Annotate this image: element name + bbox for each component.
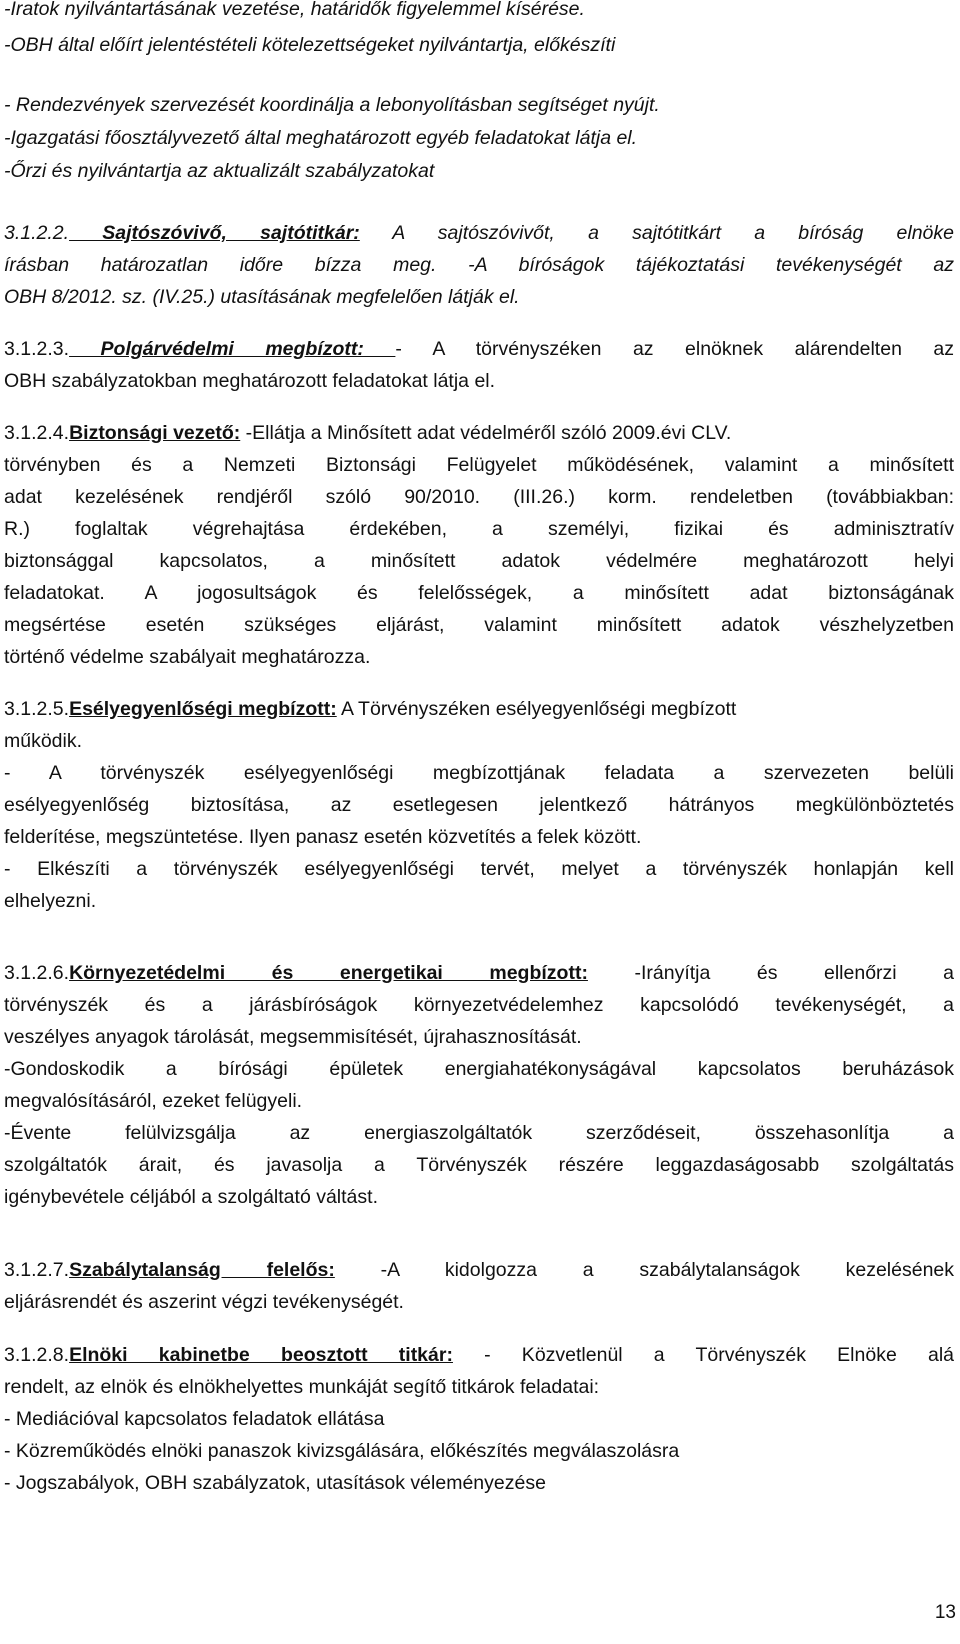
text-line: történő védelme szabályait meghatározza. (4, 646, 371, 668)
section-number: 3.1.2.8. (4, 1344, 70, 1366)
text-line: - Közreműködés elnöki panaszok kivizsgálására, előkészítés megválaszolásra (4, 1440, 680, 1462)
text-line: szolgáltatók árait, és javasolja a Törvényszék részére leggazdaságosabb szolgáltatás (4, 1154, 954, 1176)
text-line: rendelt, az elnök és elnökhelyettes munkáját segítő titkárok feladatai: (4, 1376, 600, 1398)
text-line: feladatokat. A jogosultságok és felelősségek, a minősített adat biztonságának (4, 582, 954, 604)
text-line: -Igazgatási főosztályvezető által meghatározott egyéb feladatokat látja el. (4, 127, 638, 149)
text-line: - Mediációval kapcsolatos feladatok ellátása (4, 1408, 385, 1430)
section-3-1-2-8-line: 3.1.2.8.Elnöki kabinetbe beosztott titkár: - Közvetlenül a Törvényszék Elnöke alá (4, 1344, 954, 1366)
text-line: elhelyezni. (4, 890, 97, 912)
section-title: Sajtószóvivő, sajtótitkár: (69, 222, 360, 244)
section-number: 3.1.2.5. (4, 698, 70, 720)
text-line: - A törvényszék esélyegyenlőségi megbízottjának feladata a szervezeten belüli (4, 762, 954, 784)
section-title: Esélyegyenlőségi megbízott: (69, 698, 337, 720)
section-number: 3.1.2.7. (4, 1259, 70, 1281)
text-line: törvényszék és a járásbíróságok környezetvédelemhez kapcsolódó tevékenységét, a (4, 994, 954, 1016)
page-number: 13 (934, 1602, 956, 1623)
section-3-1-2-5-line: 3.1.2.5.Esélyegyenlőségi megbízott: A Törvényszéken esélyegyenlőségi megbízott (4, 698, 737, 720)
section-3-1-2-4-line: 3.1.2.4.Biztonsági vezető: -Ellátja a Minősített adat védelméről szóló 2009.évi CLV. (4, 422, 732, 444)
section-title: Polgárvédelmi megbízott: (69, 338, 396, 360)
text-line: törvényben és a Nemzeti Biztonsági Felügyelet működésének, valamint a minősített (4, 454, 954, 476)
section-3-1-2-2-line: 3.1.2.2. Sajtószóvivő, sajtótitkár: A sajtószóvivőt, a sajtótitkárt a bíróság elnöke (4, 222, 954, 244)
section-title: Biztonsági vezető: (69, 422, 241, 444)
text-line: -Iratok nyilvántartásának vezetése, határidők figyelemmel kísérése. (4, 0, 585, 20)
section-title: Szabálytalanság felelős: (69, 1259, 335, 1281)
text-line: felderítése, megszüntetése. Ilyen panasz esetén közvetítés a felek között. (4, 826, 642, 848)
text-line: adat kezelésének rendjéről szóló 90/2010. (III.26.) korm. rendeletben (továbbiakban: (4, 486, 954, 508)
section-number: 3.1.2.3. (4, 338, 70, 360)
text-line: biztonsággal kapcsolatos, a minősített adatok védelmére meghatározott helyi (4, 550, 954, 572)
text-line: -OBH által előírt jelentéstételi kötelezettségeket nyilvántartja, előkészíti (4, 34, 616, 56)
text-line: eljárásrendét és aszerint végzi tevékenységét. (4, 1291, 404, 1313)
text-line: -Őrzi és nyilvántartja az aktualizált szabályzatokat (4, 160, 435, 182)
text-line: OBH 8/2012. sz. (IV.25.) utasításának megfelelően látják el. (4, 286, 520, 308)
text-line: írásban határozatlan időre bízza meg. -A bíróságok tájékoztatási tevékenységét az (4, 254, 954, 276)
text-line: esélyegyenlőség biztosítása, az esetlegesen jelentkező hátrányos megkülönböztetés (4, 794, 954, 816)
section-number: 3.1.2.6. (4, 962, 70, 984)
text-line: megsértése esetén szükséges eljárást, valamint minősített adatok vészhelyzetben (4, 614, 954, 636)
text-line: megvalósításáról, ezeket felügyeli. (4, 1090, 303, 1112)
text-line: - Rendezvények szervezését koordinálja a lebonyolításban segítséget nyújt. (4, 94, 660, 116)
section-title: Elnöki kabinetbe beosztott titkár: (69, 1344, 453, 1366)
section-3-1-2-3-line: 3.1.2.3. Polgárvédelmi megbízott: - A törvényszéken az elnöknek alárendelten az (4, 338, 955, 360)
text-line: - Elkészíti a törvényszék esélyegyenlőségi tervét, melyet a törvényszék honlapján kell (4, 858, 954, 880)
section-number: 3.1.2.2. (4, 222, 70, 244)
section-title: Környezetédelmi és energetikai megbízott: (69, 962, 588, 984)
text-line: R.) foglaltak végrehajtása érdekében, a személyi, fizikai és adminisztratív (4, 518, 954, 540)
text-line: -Gondoskodik a bírósági épületek energiahatékonyságával kapcsolatos beruházások (4, 1058, 954, 1080)
text-line: -Évente felülvizsgálja az energiaszolgáltatók szerződéseit, összehasonlítja a (4, 1122, 954, 1144)
text-line: veszélyes anyagok tárolását, megsemmisítését, újrahasznosítását. (4, 1026, 582, 1048)
section-number: 3.1.2.4. (4, 422, 70, 444)
section-3-1-2-7-line: 3.1.2.7.Szabálytalanság felelős: -A kidolgozza a szabálytalanságok kezelésének (4, 1259, 955, 1281)
section-3-1-2-6-line: 3.1.2.6.Környezetédelmi és energetikai megbízott: -Irányítja és ellenőrzi a (4, 962, 954, 984)
text-line: - Jogszabályok, OBH szabályzatok, utasítások véleményezése (4, 1472, 546, 1494)
text-line: OBH szabályzatokban meghatározott feladatokat látja el. (4, 370, 496, 392)
text-line: működik. (4, 730, 83, 752)
text-line: igénybevétele céljából a szolgáltató váltást. (4, 1186, 378, 1208)
